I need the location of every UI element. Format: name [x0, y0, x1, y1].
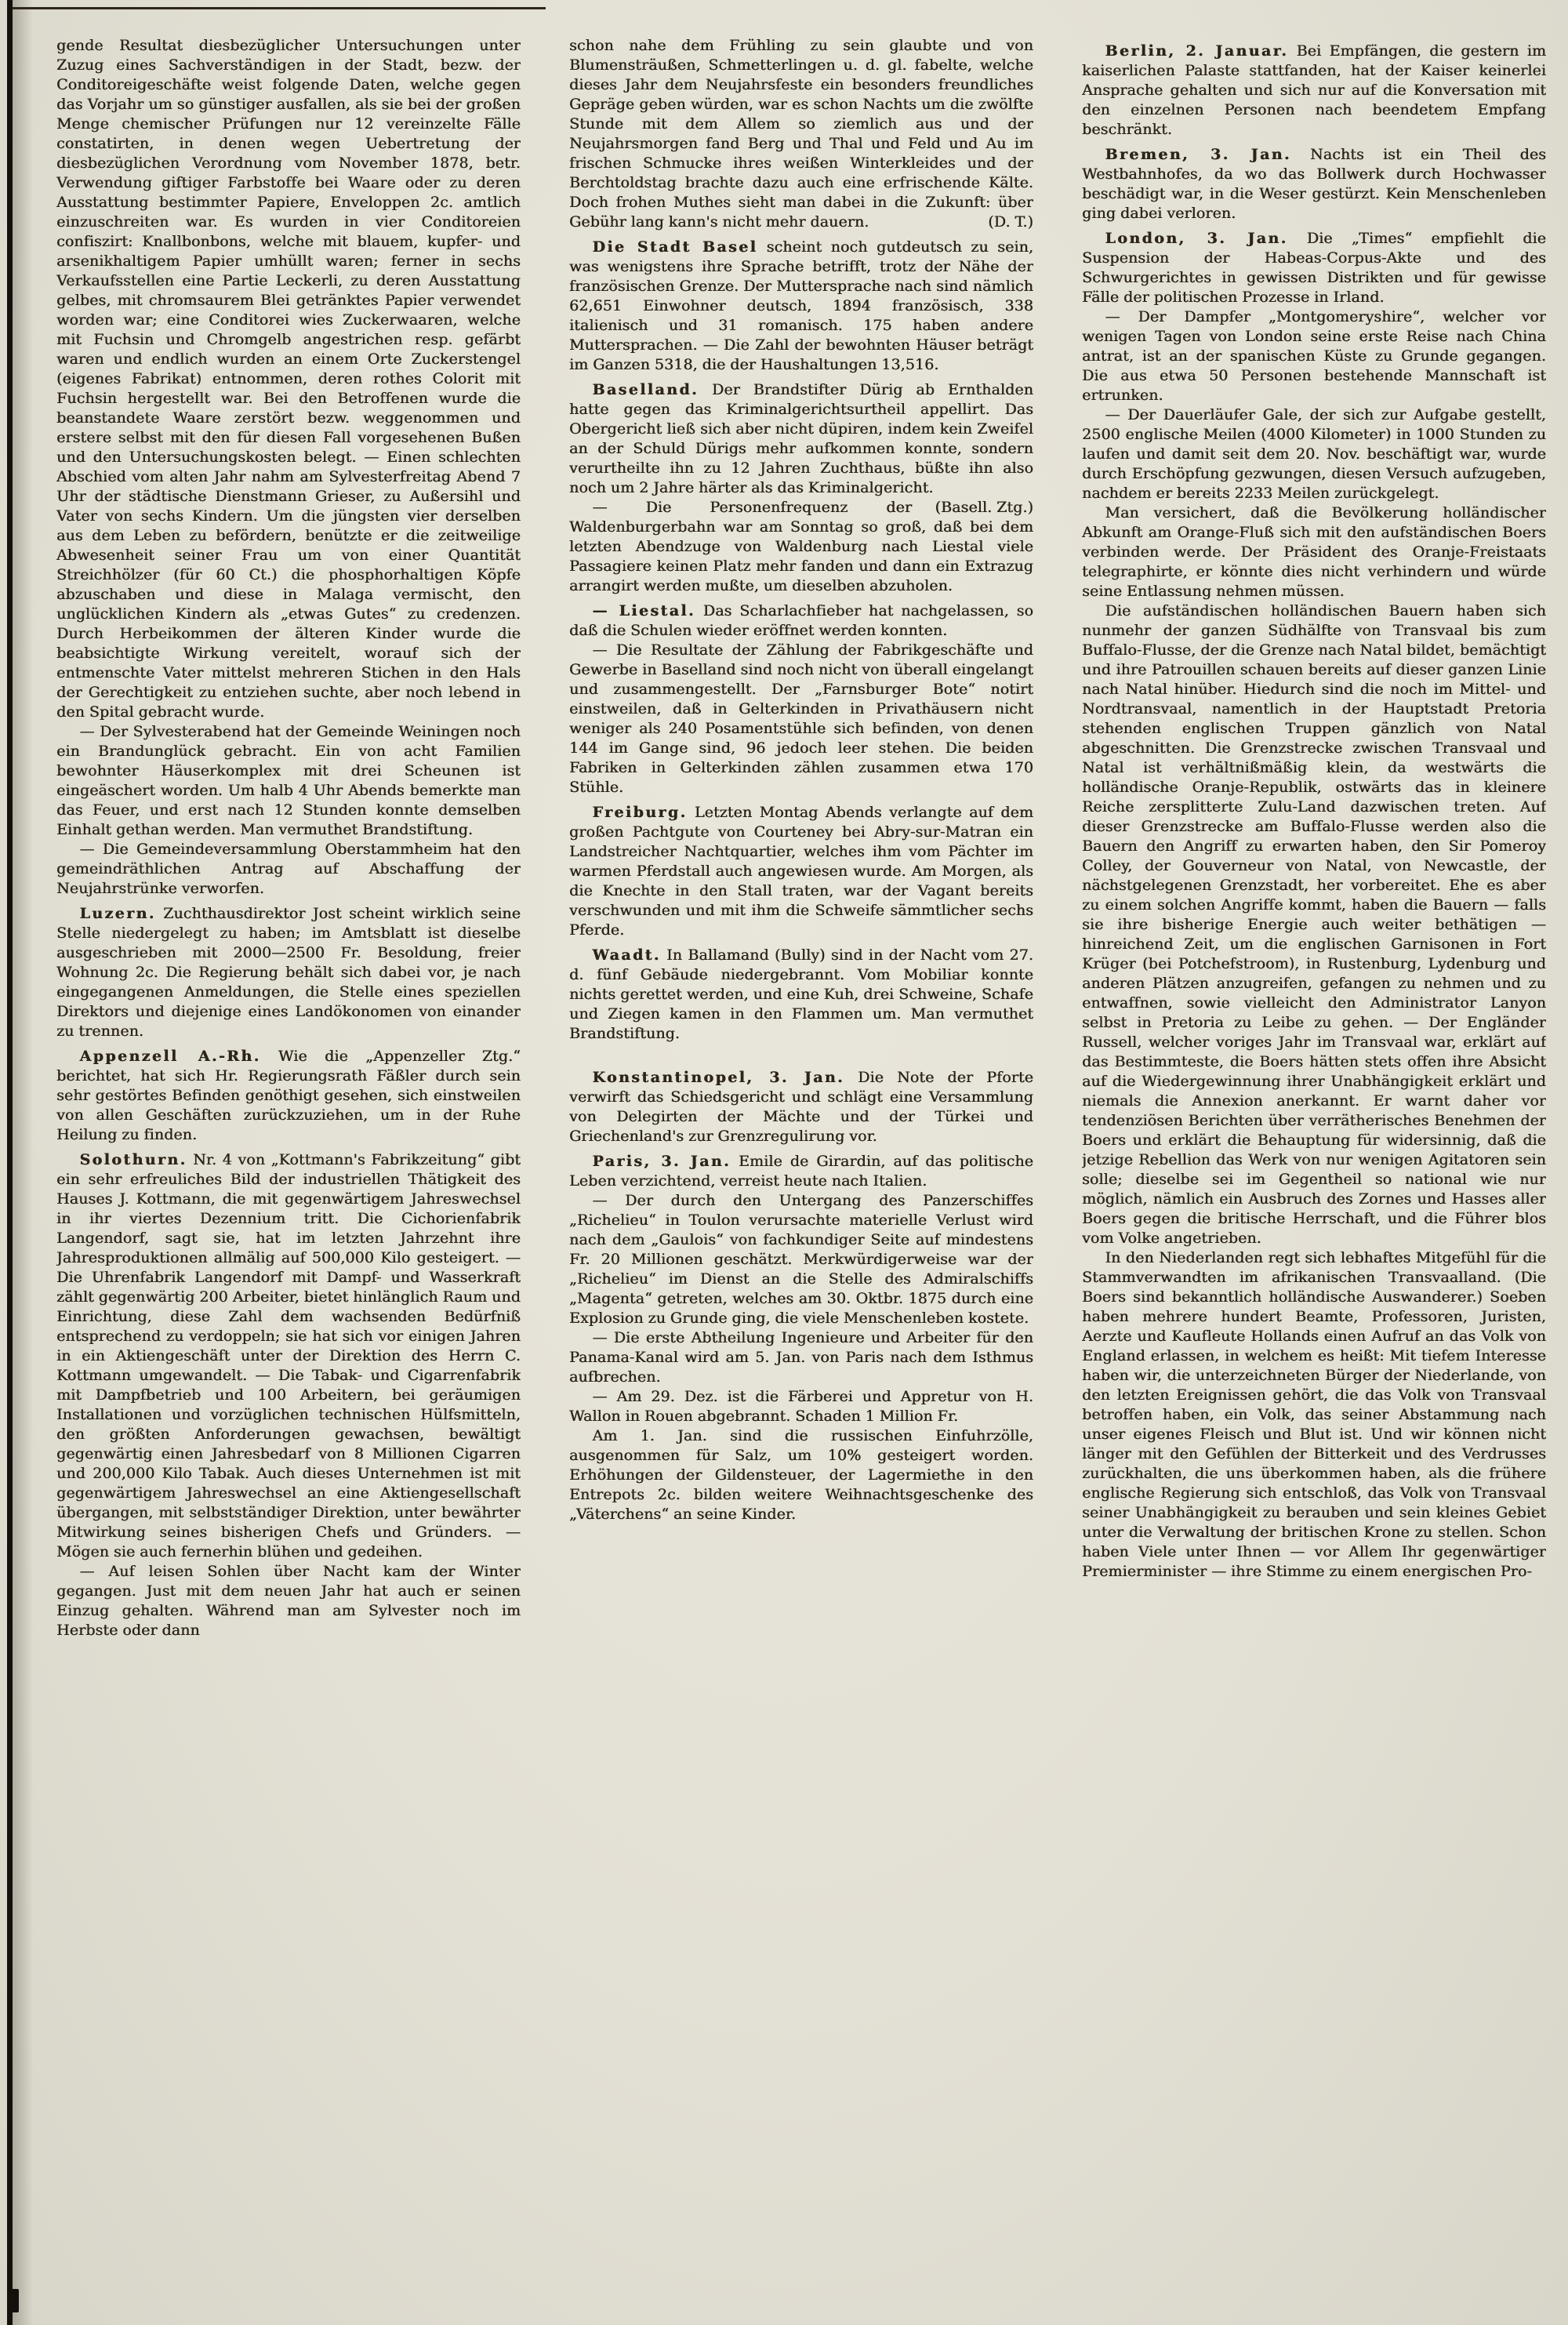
- paragraph-lead: Luzern.: [79, 905, 156, 922]
- scan-corner-mark: [7, 2289, 19, 2312]
- column-2: [569, 36, 1033, 2297]
- paragraph: — Die erste Abtheilung Ingenieure und Arbeiter für den Panama-Kanal wird am 5. Jan. von Paris nach dem Isthmus aufbrechen.: [569, 1329, 1033, 1386]
- paragraph: — Am 29. Dez. ist die Färberei und Appretur von H. Wallon in Rouen abgebrannt. Schaden 1 Million Fr.: [569, 1388, 1033, 1425]
- paragraph-lead: — Liestal.: [592, 602, 695, 619]
- paragraph-lead: Waadt.: [592, 946, 661, 964]
- paragraph: Berlin, 2. Januar. Bei Empfängen, die gestern im kaiserlichen Palaste stattfanden, hat der Kaiser keinerlei Ansprache gehalten und sich nur auf die Konversation mit den einzelnen Personen nach beendetem Empfang beschränkt.: [1082, 42, 1546, 138]
- binding-shadow: [13, 0, 33, 2325]
- paragraph: Appenzell A.-Rh. Wie die „Appenzeller Ztg.“ berichtet, hat sich Hr. Regierungsrath Fäßler durch sein sehr gestörtes Befinden genöthigt gesehen, sich einstweilen von allen Geschäften zurückzuziehen, um in der Ruhe Heilung zu finden.: [56, 1048, 521, 1143]
- paragraph-lead: Freiburg.: [592, 804, 688, 821]
- paragraph: — Der Dampfer „Montgomeryshire“, welcher vor wenigen Tagen von London seine erste Reise nach China antrat, ist an der spanischen Küste zu Grunde gegangen. Die aus etwa 50 Personen bestehende Mannschaft ist ertrunken.: [1082, 308, 1546, 404]
- paragraph: Luzern. Zuchthausdirektor Jost scheint wirklich seine Stelle niedergelegt zu haben; im Amtsblatt ist dieselbe ausgeschrieben mit 2000—2500 Fr. Besoldung, freier Wohnung 2c. Die Regierung behält sich dabei vor, je nach eingegangenen Anmeldungen, die Stelle eines speziellen Direktors und diejenige eines Landökonomen von einander zu trennen.: [56, 905, 521, 1040]
- paragraph: — Der durch den Untergang des Panzerschiffes „Richelieu“ in Toulon verursachte materielle Verlust wird nach dem „Gaulois“ von fachkundiger Seite auf mindestens Fr. 20 Millionen geschätzt. Merkwürdigerweise war der „Richelieu“ im Dienst an die Stelle des Admiralschiffs „Magenta“ getreten, welches am 30. Oktbr. 1875 durch eine Explosion zu Grunde ging, die viele Menschenleben kostete.: [569, 1192, 1033, 1327]
- paragraph-lead: Baselland.: [592, 381, 699, 398]
- paragraph-lead: Berlin, 2. Januar.: [1105, 42, 1289, 60]
- paragraph: — Die Resultate der Zählung der Fabrikgeschäfte und Gewerbe in Baselland sind noch nicht von überall eingelangt und zusammengestellt. Der „Farnsburger Bote“ notirt einstweilen, daß in Gelterkinden in Privathäusern nicht weniger als 240 Posamentstühle sich befinden, von denen 144 im Gange sind, 96 jedoch leer stehen. Die beiden Fabriken in Gelterkinden zählen zusammen etwa 170 Stühle.: [569, 641, 1033, 796]
- source-attribution: (D. T.): [988, 213, 1033, 231]
- paragraph: Paris, 3. Jan. Emile de Girardin, auf das politische Leben verzichtend, verreist heute nach Italien.: [569, 1153, 1033, 1190]
- page-binding-edge: [7, 0, 13, 2325]
- paragraph-lead: Paris, 3. Jan.: [592, 1153, 731, 1170]
- paragraph: Am 1. Jan. sind die russischen Einfuhrzölle, ausgenommen für Salz, um 10% gesteigert worden. Erhöhungen der Gildensteuer, der Lagermiethe in den Entrepots 2c. bilden weitere Weihnachtsgeschenke des „Väterchens“ an seine Kinder.: [569, 1427, 1033, 1523]
- paragraph: Die aufständischen holländischen Bauern haben sich nunmehr der ganzen Südhälfte von Transvaal bis zum Buffalo-Flusse, der die Grenze nach Natal bildet, bemächtigt und ihre Patrouillen schauen bereits auf dieser ganzen Linie nach Natal hinüber. Hiedurch sind die noch im Mittel- und Nordtransvaal, namentlich in der Hauptstadt Pretoria stehenden englischen Truppen gänzlich von Natal abgeschnitten. Die Grenzstrecke zwischen Transvaal und Natal ist verhältnißmäßig klein, da westwärts die holländische Oranje-Republik, ostwärts das in kleinere Reiche zersplitterte Zulu-Land dazwischen treten. Auf dieser Grenzstrecke am Buffalo-Flusse werden also die Bauern den Angriff zu erwarten haben, den Sir Pomeroy Colley, der Gouverneur von Natal, von Newcastle, der nächstgelegenen Grenzstadt, her vorbereitet. Ehe es aber zu einem solchen Angriffe kommt, haben die Bauern — falls sie ihre bisherige Energie auch weiter bethätigen — hinreichend Zeit, um die englischen Garnisonen in Fort Krüger (bei Potchefstroom), in Rustenburg, Lydenburg und anderen Plätzen anzugreifen, gefangen zu nehmen und zu entwaffnen, sowie vielleicht den Administrator Lanyon selbst in Pretoria zu Leibe zu gehen. — Der Engländer Russell, welcher voriges Jahr im Transvaal war, erklärt auf das Bestimmteste, die Boers hätten stets offen ihre Absicht auf die Wiedergewinnung ihrer Unabhängigkeit erklärt und niemals die Annexion anerkannt. Er warnt daher vor tendenziösen Berichten über verrätherisches Benehmen der Boers und erklärt die Behauptung für widersinnig, daß die jetzige Rebellion das Werk von nur wenigen Agitatoren sein solle; dieselbe sei im Gegentheil so national wie nur möglich, nämlich ein Ausbruch des Zornes und Hasses aller Boers gegen die britische Herrschaft, und die Führer blos vom Volke angetrieben.: [1082, 602, 1546, 1247]
- paragraph: — Der Dauerläufer Gale, der sich zur Aufgabe gestellt, 2500 englische Meilen (4000 Kilometer) in 1000 Stunden zu laufen und damit seit dem 20. Nov. beschäftigt war, wurde durch Erschöpfung gezwungen, diesen Versuch aufzugeben, nachdem er bereits 2233 Meilen zurückgelegt.: [1082, 406, 1546, 502]
- paragraph: Waadt. In Ballamand (Bully) sind in der Nacht vom 27. d. fünf Gebäude niedergebrannt. Vom Mobiliar konnte nichts gerettet werden, und eine Kuh, drei Schweine, Schafe und Ziegen kamen in den Flammen um. Man vermuthet Brandstiftung.: [569, 946, 1033, 1042]
- paragraph-lead: Solothurn.: [79, 1151, 187, 1168]
- column-1: [56, 36, 521, 2297]
- paragraph: Konstantinopel, 3. Jan. Die Note der Pforte verwirft das Schiedsgericht und schlägt eine Versammlung von Delegirten der Mächte und der Türkei und Griechenland's zur Grenzregulirung vor.: [569, 1069, 1033, 1145]
- paragraph-lead: Die Stadt Basel: [592, 238, 758, 256]
- source-attribution: (Basell. Ztg.): [935, 499, 1033, 516]
- paragraph: London, 3. Jan. Die „Times“ empfiehlt die Suspension der Habeas-Corpus-Akte und des Schwurgerichtes in gewissen Distrikten und für gewisse Fälle der politischen Prozesse in Irland.: [1082, 230, 1546, 306]
- paragraph: Bremen, 3. Jan. Nachts ist ein Theil des Westbahnhofes, da wo das Bollwerk durch Hochwasser beschädigt war, in die Weser gestürzt. Kein Menschenleben ging dabei verloren.: [1082, 146, 1546, 222]
- paragraph: In den Niederlanden regt sich lebhaftes Mitgefühl für die Stammverwandten im afrikanischen Transvaalland. (Die Boers sind bekanntlich holländische Auswanderer.) Soeben haben mehrere hundert Beamte, Professoren, Juristen, Aerzte und Kaufleute Hollands einen Aufruf an das Volk von England erlassen, in welchem es heißt: Mit tiefem Interesse haben wir, die unterzeichneten Bürger der Niederlande, von den letzten Ereignissen gehört, die das Volk von Transvaal betroffen haben, ein Volk, das seiner Abstammung nach unser eigenes Fleisch und Blut ist. Und wir können nicht länger mit den Gefühlen der Bitterkeit und des Verdrusses zurückhalten, die uns überkommen haben, als die frühere englische Regierung sich entschloß, das Volk von Transvaal seiner Unabhängigkeit zu berauben und sein kleines Gebiet unter die Verwaltung der britischen Krone zu stellen. Schon haben Viele unter Ihnen — vor Allem Ihr gegenwärtiger Premierminister — ihre Stimme zu einem energischen Pro-: [1082, 1249, 1546, 1580]
- paragraph: — Der Sylvesterabend hat der Gemeinde Weiningen noch ein Brandunglück gebracht. Ein von acht Familien bewohnter Häuserkomplex mit drei Scheunen ist eingeäschert worden. Um halb 4 Uhr Abends bemerkte man das Feuer, und erst nach 12 Stunden konnte demselben Einhalt gethan werden. Man vermuthet Brandstiftung.: [56, 723, 521, 838]
- paragraph: — Auf leisen Sohlen über Nacht kam der Winter gegangen. Just mit dem neuen Jahr hat auch er seinen Einzug gehalten. Während man am Sylvester noch im Herbste oder dann: [56, 1563, 521, 1639]
- paragraph: Die Stadt Basel scheint noch gutdeutsch zu sein, was wenigstens ihre Sprache betrifft, trotz der Nähe der französischen Grenze. Der Muttersprache nach sind nämlich 62,651 Einwohner deutsch, 1894 französisch, 338 italienisch und 31 romanisch. 175 haben andere Muttersprachen. — Die Zahl der bewohnten Häuser beträgt im Ganzen 5318, die der Haushaltungen 13,516.: [569, 238, 1033, 373]
- paragraph: Man versichert, daß die Bevölkerung holländischer Abkunft am Orange-Fluß sich mit den aufständischen Boers verbinden werde. Der Präsident des Oranje-Freistaats telegraphirte, er könnte dies nicht verhindern und würde seine Entlassung nehmen müssen.: [1082, 504, 1546, 600]
- column-3: [1082, 36, 1546, 2297]
- paragraph: schon nahe dem Frühling zu sein glaubte und von Blumensträußen, Schmetterlingen u. d. gl. fabelte, welche dieses Jahr dem Neujahrsfeste ein besonders freundliches Gepräge geben würden, war es schon Nachts um die zwölfte Stunde mit dem Allem so ziemlich aus und der Neujahrsmorgen fand Berg und Thal und Feld und Au im frischen Schmucke ihres weißen Winterkleides und der Berchtoldstag brachte dazu auch eine erfrischende Kälte. Doch frohen Muthes sieht man dabei in die Zukunft: über Gebühr lang kann's nicht mehr dauern. (D. T.): [569, 37, 1033, 231]
- paragraph: Solothurn. Nr. 4 von „Kottmann's Fabrikzeitung“ gibt ein sehr erfreuliches Bild der industriellen Thätigkeit des Hauses J. Kottmann, die mit gegenwärtigem Jahreswechsel in ihr viertes Dezennium tritt. Die Cichorienfabrik Langendorf, sagt sie, hat im letzten Jahrzehnt ihre Jahresproduktionen allmälig auf 500,000 Kilo gesteigert. — Die Uhrenfabrik Langendorf mit Dampf- und Wasserkraft zählt gegenwärtig 200 Arbeiter, bietet hinlänglich Raum und Einrichtung, diese Zahl dem wachsenden Bedürfniß entsprechend zu verdoppeln; sie hat sich vor einigen Jahren in ein Aktiengeschäft unter der Direktion des Herrn C. Kottmann umgewandelt. — Die Tabak- und Cigarrenfabrik mit Dampfbetrieb und 100 Arbeitern, bei geräumigen Installationen und vorzüglichen technischen Hülfsmitteln, den größten Anforderungen gewachsen, bewältigt gegenwärtig einen Jahresbedarf von 8 Millionen Cigarren und 200,000 Kilo Tabak. Auch dieses Unternehmen ist mit gegenwärtigem Jahreswechsel an eine Aktiengesellschaft übergangen, mit selbstständiger Direktion, unter bewährter Mitwirkung seines bisherigen Chefs und Gründers. — Mögen sie auch fernerhin blühen und gedeihen.: [56, 1151, 521, 1560]
- paragraph: Freiburg. Letzten Montag Abends verlangte auf dem großen Pachtgute von Courteney bei Abry-sur-Matran ein Landstreicher Nachtquartier, welches ihm vom Pächter im warmen Pferdstall auch angewiesen wurde. Am Morgen, als die Knechte in den Stall traten, war der Vagant bereits verschwunden und mit ihm die Schweife sämmtlicher sechs Pferde.: [569, 804, 1033, 939]
- paragraph: — Die Personenfrequenz der Waldenburgerbahn war am Sonntag so groß, daß bei dem letzten Abendzuge von Waldenburg nach Liestal viele Passagiere keinen Platz mehr fanden und dann ein Extrazug arrangirt werden mußte, um dieselben abzuholen.: [569, 499, 1033, 594]
- paragraph: — Liestal. Das Scharlachfieber hat nachgelassen, so daß die Schulen wieder eröffnet werden konnten.: [569, 602, 1033, 639]
- paragraph-lead: London, 3. Jan.: [1105, 230, 1288, 247]
- section-gap: [569, 1044, 1033, 1063]
- paragraph-lead: Bremen, 3. Jan.: [1105, 146, 1291, 163]
- paragraph: — Die Gemeindeversammlung Oberstammheim hat den gemeindräthlichen Antrag auf Abschaffung der Neujahrstrünke verworfen.: [56, 841, 521, 897]
- paragraph: Baselland. Der Brandstifter Dürig ab Ernthalden hatte gegen das Kriminalgerichtsurtheil appellirt. Das Obergericht ließ sich aber nicht düpiren, indem kein Zweifel an der Schuld Dürigs mehr aufkommen konnte, sondern verurtheilte ihn zu 12 Jahren Zuchthaus, büßte ihn also noch um 2 Jahre härter als das Kriminalgericht. (Basell. Ztg.): [569, 381, 1033, 516]
- paragraph-lead: Appenzell A.-Rh.: [79, 1048, 261, 1065]
- top-rule: [13, 7, 546, 9]
- page-content: [56, 36, 1546, 2297]
- paragraph-lead: Konstantinopel, 3. Jan.: [592, 1069, 845, 1086]
- paragraph: gende Resultat diesbezüglicher Untersuchungen unter Zuzug eines Sachverständigen in der Stadt, bezw. der Conditoreigeschäfte weist folgende Daten, welche gegen das Vorjahr um so günstiger ausfallen, als sie bei der großen Menge chemischer Prüfungen nur 12 vereinzelte Fälle constatirten, in denen wegen Uebertretung der diesbezüglichen Verordnung vom November 1878, betr. Verwendung giftiger Farbstoffe bei Waare oder zu deren Ausstattung bestimmter Papiere, Enveloppen 2c. amtlich einzuschreiten war. Es wurden in vier Conditoreien confiszirt: Knallbonbons, welche mit blauem, kupfer- und arsenikhaltigem Papier umhüllt waren; ferner in sechs Verkaufsstellen eine Partie Leckerli, zu deren Ausstattung gelbes, mit chromsaurem Blei getränktes Papier verwendet worden war; eine Conditorei wies Zuckerwaaren, welche mit Fuchsin und Chromgelb angestrichen resp. gefärbt waren und endlich wurden an einem Orte Zuckerstengel (eigenes Fabrikat) entnommen, deren rothes Colorit mit Fuchsin hergestellt war. Bei den Betroffenen wurde die beanstandete Waare zerstört bezw. weggenommen und erstere selbst mit den für diesen Fall vorgesehenen Bußen und den Untersuchungskosten belegt. — Einen schlechten Abschied vom alten Jahr nahm am Sylvesterfreitag Abend 7 Uhr der städtische Dienstmann Grieser, zu Außersihl und Vater von sechs Kindern. Um die jüngsten vier derselben aus dem Leben zu befördern, benützte er die zeitweilige Abwesenheit seiner Frau um von einer Quantität Streichhölzer (für 60 Ct.) die phosphorhaltigen Köpfe abzuschaben und diese in Malaga vermischt, den unglücklichen Kindern als „etwas Gutes“ zu credenzen. Durch Herbeikommen der älteren Kinder wurde die beabsichtigte Wirkung vereitelt, worauf sich der entmenschte Vater mittelst mehreren Stichen in den Hals der Gerechtigkeit zu entziehen suchte, aber noch lebend in den Spital gebracht wurde.: [56, 37, 521, 721]
